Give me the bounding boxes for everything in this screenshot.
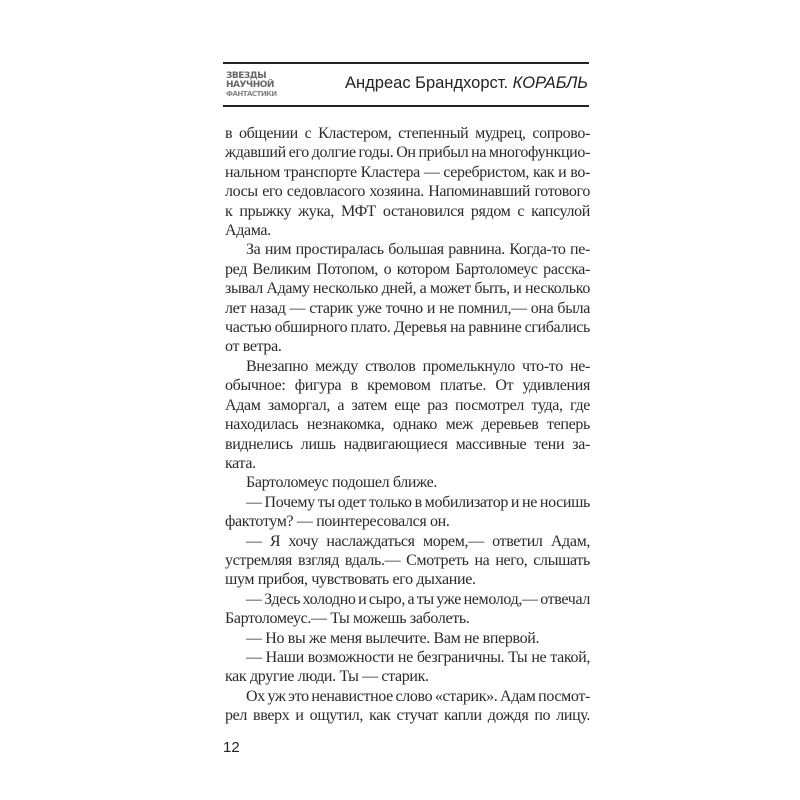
logo-line: ФАНТАСТИКИ [226,90,277,98]
text-line: от ветра. [225,338,282,356]
text-line: — Наши возможности не безграничны. Ты не такой, [246,648,590,666]
text-line: находилась незнакомка, однако меж деревьев теперь [225,416,590,434]
text-line: виднелись лишь надвигающиеся массивные тени за- [225,435,590,453]
text-line: устремляя взгляд вдаль.— Смотреть на него, слышать [225,551,590,569]
text-line: лосы его седовласого хозяина. Напоминавший готового [225,183,590,201]
text-line: нальном транспорте Кластера — серебристом, как и во- [225,163,590,181]
text-line: ждавший его долгие годы. Он прибыл на многофункцио- [225,144,590,162]
text-line: — Но вы же меня вылечите. Вам не впервой. [246,629,540,647]
header-author: Андреас Брандхорст. [345,74,509,92]
header-book-title: КОРАБЛЬ [512,74,588,92]
text-line: Ох уж это ненавистное слово «старик». Адам посмот- [246,687,590,705]
text-line: — Почему ты одет только в мобилизатор и не носишь [246,493,590,511]
text-line: — Здесь холодно и сыро, а ты уже немолод,— отвечал [246,590,590,608]
text-line: частью обширного плато. Деревья на равнине сгибались [225,319,590,337]
body-text [225,124,590,726]
text-line: лет назад — старик уже точно и не помнил,— она была [225,299,590,317]
text-line: ред Великим Потопом, о котором Бартоломеус расска- [225,260,590,278]
logo-line: НАУЧНОЙ [226,80,274,90]
text-line: зывал Адаму несколько дней, а может быть, и несколько [225,280,590,298]
text-line: шум прибоя, чувствовать его дыхание. [225,571,476,589]
text-line: к прыжку жука, МФТ остановился рядом с капсулой [225,202,590,220]
text-line: рел вверх и ощутил, как стучат капли дождя по лицу. [225,707,590,725]
text-line: Бартоломеус.— Ты можешь заболеть. [225,610,470,628]
text-line: Внезапно между стволов промелькнуло что-то не- [246,357,590,375]
header-top-rule [223,62,589,64]
text-line: Адам заморгал, а затем еще раз посмотрел туда, где [225,396,590,414]
text-line: За ним простиралась большая равнина. Когда-то пе- [246,241,590,259]
running-header [345,74,588,93]
header-bottom-rule [223,105,589,107]
text-line: — Я хочу наслаждаться морем,— ответил Адам, [246,532,590,550]
series-logo [226,72,280,100]
text-line: как другие люди. Ты — старик. [225,668,429,686]
text-line: Бартоломеус подошел ближе. [246,474,438,492]
text-line: обычное: фигура в кремовом платье. От удивления [225,377,590,395]
text-line: Адама. [225,222,271,240]
text-line: ката. [225,454,256,472]
page-number: 12 [223,739,240,756]
logo-line: ЗВЕЗДЫ [226,71,267,81]
text-line: фактотум? — поинтересовался он. [225,513,450,531]
text-line: в общении с Кластером, степенный мудрец, сопрово- [225,125,590,142]
